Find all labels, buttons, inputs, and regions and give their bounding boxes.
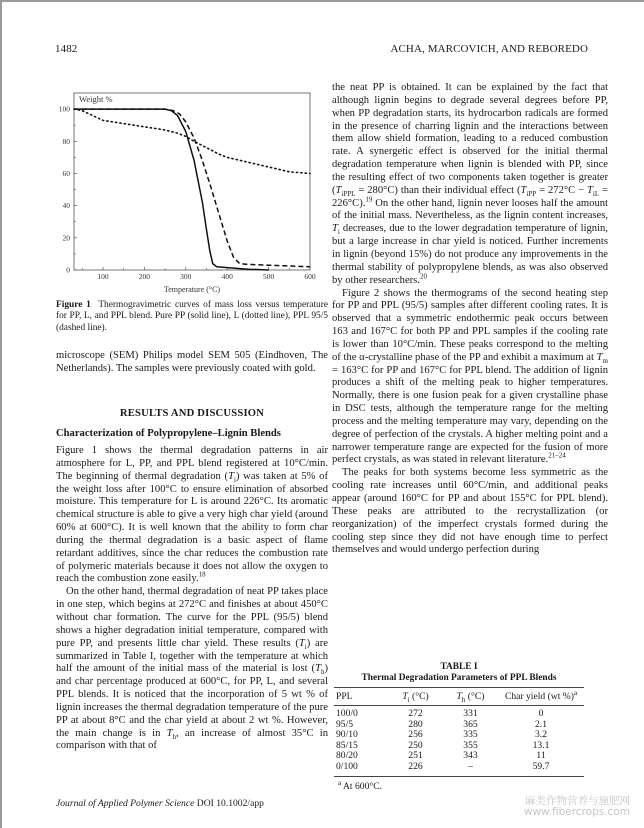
paragraph: Figure 2 shows the thermograms of the second heating step for PP and PPL (95/5) samples after different cooling rates. It is observed that a symmetric endothermic peak occurs between 163 and 167°C for both PP and PPL samples if the cooling rate is lower than 10°C/min. These peaks correspond to the melting of the α-crystalline phase of the PP and exhibit a maximum at $T_m = 163^\circ C$ for PP and 167°C for PPL blend. The addition of lignin produces a shift of the melting peak to higher temperatures. Normally, there is one fusion peak for a given crystalline phase in DSC tests, although the temperature range for the melting process and the melting temperature may vary, depending on the degree of perfection of the crystals. A higher melting point and a narrower temperature range are expected for the fusion of more perfect crystals, as was stated in relevant literature.$^{21-24}$ xyxy=(332,287,608,466)
series-line-pure-pp xyxy=(74,109,269,270)
col-header-th: $T_h$ (°C) xyxy=(443,688,498,706)
cell-ti: 226 xyxy=(388,762,443,776)
cell-char-yield: 0 xyxy=(538,708,544,719)
table-title: Thermal Degradation Parameters of PPL Blends xyxy=(361,673,557,683)
cell-th: 343 xyxy=(463,750,478,762)
cell-th: 355 xyxy=(463,739,478,751)
y-tick-label: 0 xyxy=(66,265,70,275)
cell-th: 365 xyxy=(463,718,478,730)
cell-char-yield: 3.2 xyxy=(535,729,547,741)
series-line-l xyxy=(74,109,310,173)
x-tick-label: 500 xyxy=(262,272,275,281)
tga-chart xyxy=(58,88,330,298)
cell-th: 335 xyxy=(463,729,478,741)
x-axis-label: Temperature (°C) xyxy=(163,285,221,294)
y-axis-label: Weight % xyxy=(79,94,113,104)
x-tick-label: 100 xyxy=(97,272,109,281)
page-number: 1482 xyxy=(55,43,78,55)
cell-ti: 256 xyxy=(408,729,423,741)
series-line-ppl-95-5 xyxy=(74,109,310,267)
doi: DOI 10.1002/app xyxy=(194,798,264,809)
col-header-char-yield: Char yield (wt %)$^a$ xyxy=(498,688,584,706)
watermark: 麻类作物营养与施肥网 www.fibercrops.com xyxy=(523,795,630,818)
y-tick-label: 40 xyxy=(62,201,70,211)
cell-ppl: 85/15 xyxy=(336,739,358,751)
left-column-body xyxy=(56,445,328,753)
col-header-ppl: PPL xyxy=(334,688,388,706)
citation: 18 xyxy=(198,570,206,579)
paragraph: The peaks for both systems become less symmetric as the cooling rate increases until 60°C/min, and additional peaks appear (around 160°C for PP and about 155°C for PPL blend). These peaks are attributed to the recrystallization (or reorganization) of the imperfect crystals formed during the cooling step since they did not have enough time to perfect themselves and would undergo perfection during xyxy=(332,467,608,556)
cell-ti: 280 xyxy=(408,718,423,730)
degradation-table xyxy=(334,687,584,777)
table-row xyxy=(334,706,584,720)
table-footnote: $^a$ At 600°C. xyxy=(338,778,382,792)
table-1 xyxy=(334,662,584,792)
cell-char-yield: 13.1 xyxy=(532,739,550,751)
x-tick-label: 200 xyxy=(138,272,151,281)
cell-ti: 272 xyxy=(408,708,423,719)
table-row xyxy=(334,741,584,752)
cell-ti: 250 xyxy=(408,739,423,751)
col-header-ti: $T_i$ (°C) xyxy=(388,688,443,706)
y-tick-label: 20 xyxy=(62,233,70,243)
figure-1 xyxy=(58,88,330,298)
caption-text: Thermogravimetric curves of mass loss versus temperature for PP, L, and PPL blend. Pure PP (solid line), L (dotted line), PPL 95/5 (dashed line). xyxy=(56,300,329,333)
cell-char-yield: 11 xyxy=(536,750,546,762)
figure-1-caption xyxy=(56,300,328,334)
cell-ppl: 95/5 xyxy=(336,718,354,730)
x-tick-label: 300 xyxy=(180,272,192,281)
y-tick-label: 100 xyxy=(58,104,70,114)
cell-ppl: 0/100 xyxy=(334,762,388,776)
left-column-top xyxy=(56,350,328,376)
x-tick-label: 600 xyxy=(304,272,316,281)
section-title: RESULTS AND DISCUSSION xyxy=(119,408,265,419)
journal-footer xyxy=(56,798,264,809)
cell-th: 331 xyxy=(463,708,478,719)
cell-ppl: 90/10 xyxy=(336,729,358,741)
subsection-title: Characterization of Polypropylene–Lignin Blends xyxy=(56,428,281,439)
x-tick-label: 400 xyxy=(221,272,233,281)
paragraph: On the other hand, thermal degradation of neat PP takes place in one step, which begins at 272°C and finishes at about 450°C without char formation. The curve for the PPL (95/5) blend shows a higher degradation initial temperature, compared with pure PP, and presents little char yield. These results $(T_i)$ are summarized in Table I, together with the temperature at which half the amount of the initial mass of the material is lost $(T_h)$ and char percentage produced at 600°C, for PP, L, and several PPL blends. It is noticed that the incorporation of 5 wt % of lignin increases the thermal degradation temperature of the pure PP at about 8°C and the char yield at about 2 wt %. However, the main change is in $T_h$, an increase of almost 35°C in comparison with that of xyxy=(56,586,329,752)
table-header-row xyxy=(334,688,584,706)
cell-char-yield: 59.7 xyxy=(498,762,584,776)
y-tick-label: 60 xyxy=(62,168,70,178)
paragraph: microscope (SEM) Philips model SEM 505 (Eindhoven, The Netherlands). The samples were previously coated with gold. xyxy=(56,350,328,374)
running-head-authors: ACHA, MARCOVICH, AND REBOREDO xyxy=(390,43,588,55)
table-row xyxy=(334,762,584,776)
y-tick-label: 80 xyxy=(62,136,70,146)
caption-label: Figure 1 xyxy=(56,300,91,310)
cell-ppl: 80/20 xyxy=(336,750,358,762)
cell-th: – xyxy=(443,762,498,776)
journal-name: Journal of Applied Polymer Science xyxy=(56,798,195,809)
citation: 20 xyxy=(419,272,427,281)
paragraph: Figure 1 shows the thermal degradation patterns in air atmosphere for L, PP, and PPL blend registered at 10°C/min. The beginning of thermal degradation $(T_i)$ was taken at 5% of the weight loss after 100°C to ensure elimination of absorbed moisture. This temperature for L is around 226°C. Its aromatic chemical structure is able to give a very high char yield (around 60% at 600°C). It is well known that the ability to form char during the thermal degradation is a basic aspect of flame retardant additives, since the char reduces the combustion rate of polymeric materials because it does not allow the oxygen to reach the combustion zone easily.$^{18}$ xyxy=(56,445,328,585)
citation: 21–24 xyxy=(548,451,566,460)
citation: 19 xyxy=(365,195,373,204)
plot-frame xyxy=(74,93,310,270)
cell-char-yield: 2.1 xyxy=(535,718,547,730)
right-column-body xyxy=(332,82,608,557)
table-label: TABLE I xyxy=(440,662,478,672)
cell-ti: 251 xyxy=(408,750,423,762)
paragraph: the neat PP is obtained. It can be explained by the fact that although lignin begins to degrade several degrees before PP, when PP degradation starts, its hydrocarbon radicals are formed in the presence of charring lignin and the interactions between them allow shield formation, leading to a reduced combustion rate. A synergetic effect is observed for the initial thermal degradation temperature when lignin is blended with PP, since the resulting effect of two components taken together is greater $(T_{iPPL} = 280^\circ C)$ than their individual effect $(T_{iPP} = 272^\circ C - T_{iL} = 226^\circ C).^{19}$ On the other hand, lignin never looses half the amount of the initial mass. Nevertheless, as the lignin content increases, $T_i$ decreases, due to the lower degradation temperature of lignin, but a large increase in char yield is noticed. Further increments in lignin (beyond 15%) do not produce any improvements in the thermal stability of polypropylene blends, as was also observed by other researchers.$^{20}$ xyxy=(332,82,608,286)
cell-ppl: 100/0 xyxy=(336,708,358,719)
